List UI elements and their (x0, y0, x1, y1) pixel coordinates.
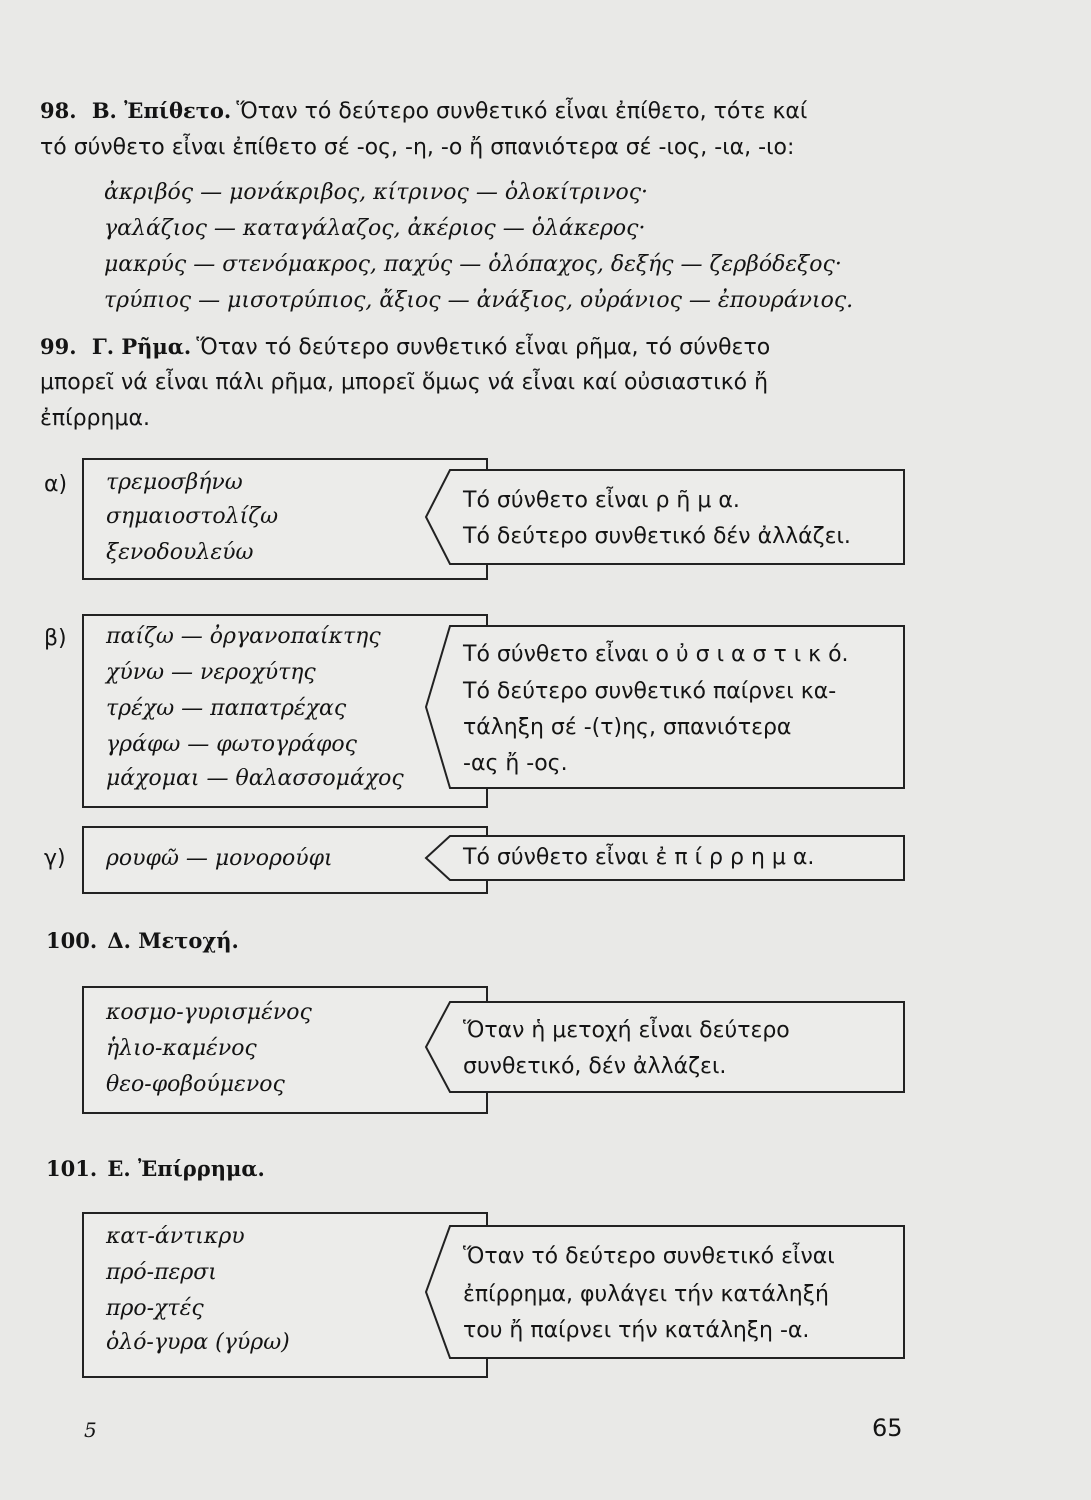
section-99-text-line: μπορεῖ νά εἶναι πάλι ρῆμα, μπορεῖ ὅμως νά εἶναι καί οὐσιαστικό ἤ (40, 370, 769, 395)
section-title: Δ. Μετοχή. (107, 928, 239, 953)
section-number: 101. (46, 1156, 98, 1181)
section-title: Ε. Ἐπίρρημα. (107, 1156, 265, 1181)
example-line: γαλάζιος — καταγάλαζος, ἀκέριος — ὁλάκερος· (104, 216, 646, 241)
section-100-heading (46, 928, 239, 953)
word: ξενοδουλεύω (106, 540, 254, 565)
word: ἡλιο-καμένος (106, 1036, 257, 1061)
word: μάχομαι — θαλασσομάχος (106, 766, 404, 791)
section-number: 98. (40, 98, 77, 123)
word: κοσμο-γυρισμένος (106, 1000, 312, 1025)
section-text: Ὅταν τό δεύτερο συνθετικό εἶναι ρῆμα, τό σύνθετο (196, 335, 771, 360)
word: ρουφῶ — μονορούφι (106, 846, 333, 871)
word: ὁλό-γυρα (γύρω) (106, 1330, 290, 1355)
word: χύνω — νεροχύτης (106, 660, 316, 685)
word: κατ-άντικρυ (106, 1224, 245, 1249)
section-101-heading (46, 1156, 265, 1181)
case-letter: β) (44, 626, 67, 651)
word: γράφω — φωτογράφος (106, 732, 357, 757)
word: τρέχω — παπατρέχας (106, 696, 347, 721)
section-98-heading (40, 98, 807, 124)
note-line: Ὅταν τό δεύτερο συνθετικό εἶναι (463, 1244, 835, 1269)
page-number: 65 (872, 1414, 903, 1442)
note-callout-frame (420, 1000, 906, 1096)
case-letter: γ) (44, 846, 66, 871)
note-line: τάληξη σέ -(τ)ης, σπανιότερα (463, 715, 792, 740)
note-line: Τό σύνθετο εἶναι ἐ π ί ρ ρ η μ α. (463, 845, 815, 870)
word: θεο-φοβούμενος (106, 1072, 285, 1097)
note-line: Τό δεύτερο συνθετικό δέν ἀλλάζει. (463, 524, 851, 549)
note-line: -ας ἤ -ος. (463, 751, 568, 776)
word: σημαιοστολίζω (106, 504, 279, 529)
word: προ-χτές (106, 1296, 204, 1321)
section-title: Γ. Ρῆμα. (91, 334, 192, 359)
note-line: Τό σύνθετο εἶναι ρ ῆ μ α. (463, 488, 740, 513)
note-line: ἐπίρρημα, φυλάγει τήν κατάληξή (463, 1282, 829, 1307)
section-number: 99. (40, 334, 77, 359)
case-letter: α) (44, 472, 68, 497)
example-line: τρύπιος — μισοτρύπιος, ἄξιος — ἀνάξιος, οὐράνιος — ἐπουράνιος. (104, 288, 854, 313)
note-line: Τό σύνθετο εἶναι ο ὐ σ ι α σ τ ι κ ό. (463, 642, 849, 667)
section-99-heading (40, 334, 770, 360)
note-line: Τό δεύτερο συνθετικό παίρνει κα- (463, 679, 837, 704)
word: πρό-περσι (106, 1260, 217, 1285)
word: τρεμοσβήνω (106, 470, 243, 495)
section-98-text-line: τό σύνθετο εἶναι ἐπίθετο σέ -ος, -η, -ο ἤ σπανιότερα σέ -ιος, -ια, -ιο: (40, 135, 795, 160)
section-text: Ὅταν τό δεύτερο συνθετικό εἶναι ἐπίθετο, τότε καί (236, 99, 808, 124)
note-line: του ἤ παίρνει τήν κατάληξη -α. (463, 1318, 810, 1343)
section-99-text-line: ἐπίρρημα. (40, 406, 150, 431)
note-line: Ὅταν ἡ μετοχή εἶναι δεύτερο (463, 1018, 790, 1043)
section-title: Β. Ἐπίθετο. (91, 98, 232, 123)
example-line: μακρύς — στενόμακρος, παχύς — ὁλόπαχος, δεξής — ζερβόδεξος· (104, 252, 842, 277)
example-line: ἀκριβός — μονάκριβος, κίτρινος — ὁλοκίτρινος· (104, 180, 649, 205)
note-callout-frame (420, 468, 906, 568)
note-line: συνθετικό, δέν ἀλλάζει. (463, 1054, 727, 1079)
section-number: 100. (46, 928, 98, 953)
word: παίζω — ὀργανοπαίκτης (106, 624, 381, 649)
signature-mark: 5 (84, 1418, 97, 1442)
